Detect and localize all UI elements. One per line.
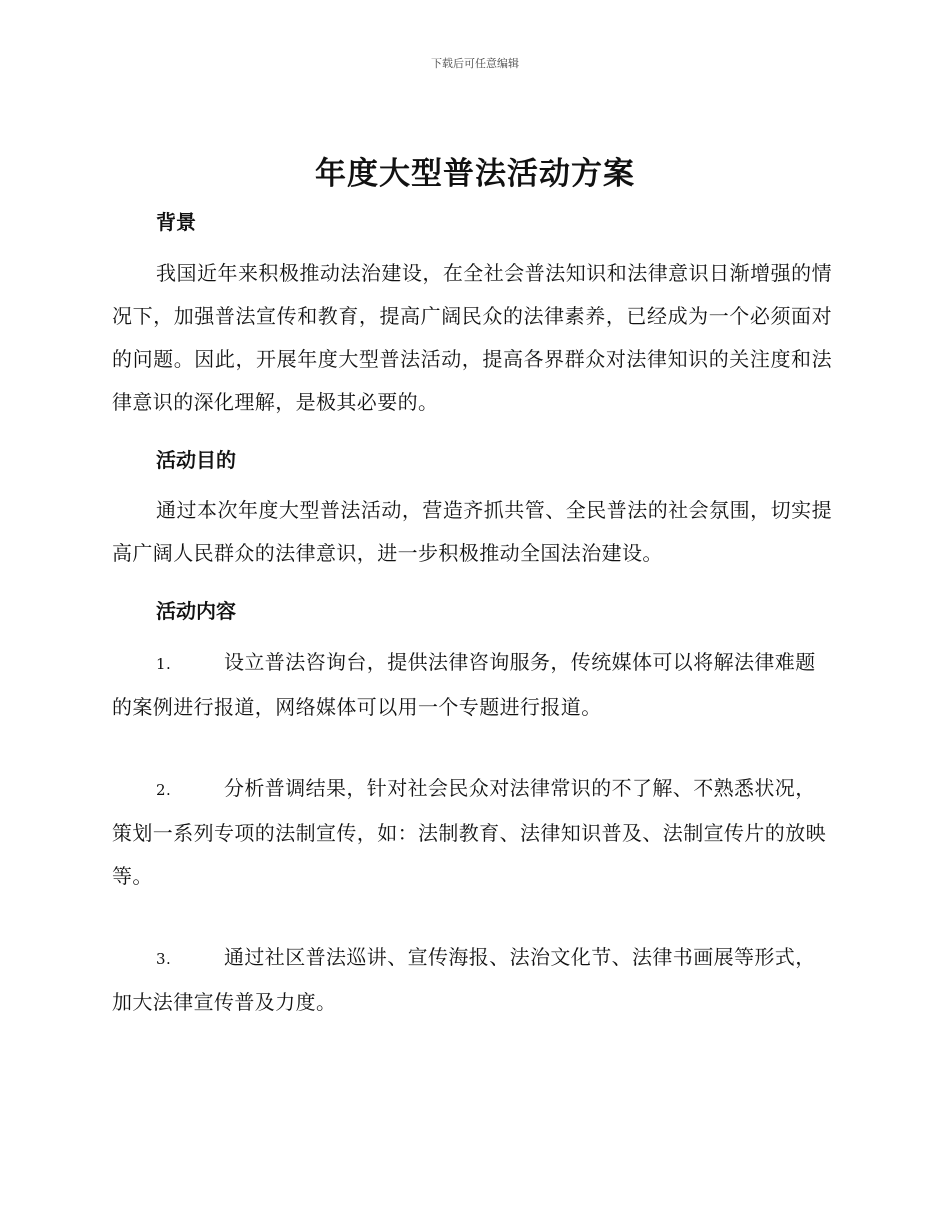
list-item — [112, 767, 832, 898]
list-item-number: 2. — [156, 781, 172, 799]
list-item-text: 设立普法咨询台，提供法律咨询服务，传统媒体可以将解法律难题的案例进行报道，网络媒体可以用一个专题进行报道。 — [112, 650, 816, 719]
section-text-background: 我国近年来积极推动法治建设，在全社会普法知识和法律意识日渐增强的情况下，加强普法宣传和教育，提高广阔民众的法律素养，已经成为一个必须面对的问题。因此，开展年度大型普法活动，提高各界群众对法律知识的关注度和法律意识的深化理解，是极其必要的。 — [112, 261, 832, 414]
section-text-purpose: 通过本次年度大型普法活动，营造齐抓共管、全民普法的社会氛围，切实提高广阔人民群众的法律意识，进一步积极推动全国法治建设。 — [112, 498, 832, 565]
document-title: 年度大型普法活动方案 — [315, 156, 635, 192]
list-item — [112, 641, 832, 729]
list-item-number: 1. — [156, 655, 172, 673]
list-item-text: 分析普调结果，针对社会民众对法律常识的不了解、不熟悉状况，策划一系列专项的法制宣传，如：法制教育、法律知识普及、法制宣传片的放映等。 — [112, 776, 826, 888]
list-item-number: 3. — [156, 950, 172, 968]
page-header-note: 下载后可任意编辑 — [431, 57, 519, 70]
list-item-text: 通过社区普法巡讲、宣传海报、法治文化节、法律书画展等形式，加大法律宣传普及力度。 — [112, 945, 816, 1014]
section-heading-background: 背景 — [156, 210, 196, 234]
list-item — [112, 936, 832, 1024]
section-heading-content: 活动内容 — [156, 599, 236, 623]
section-heading-purpose: 活动目的 — [156, 448, 236, 472]
